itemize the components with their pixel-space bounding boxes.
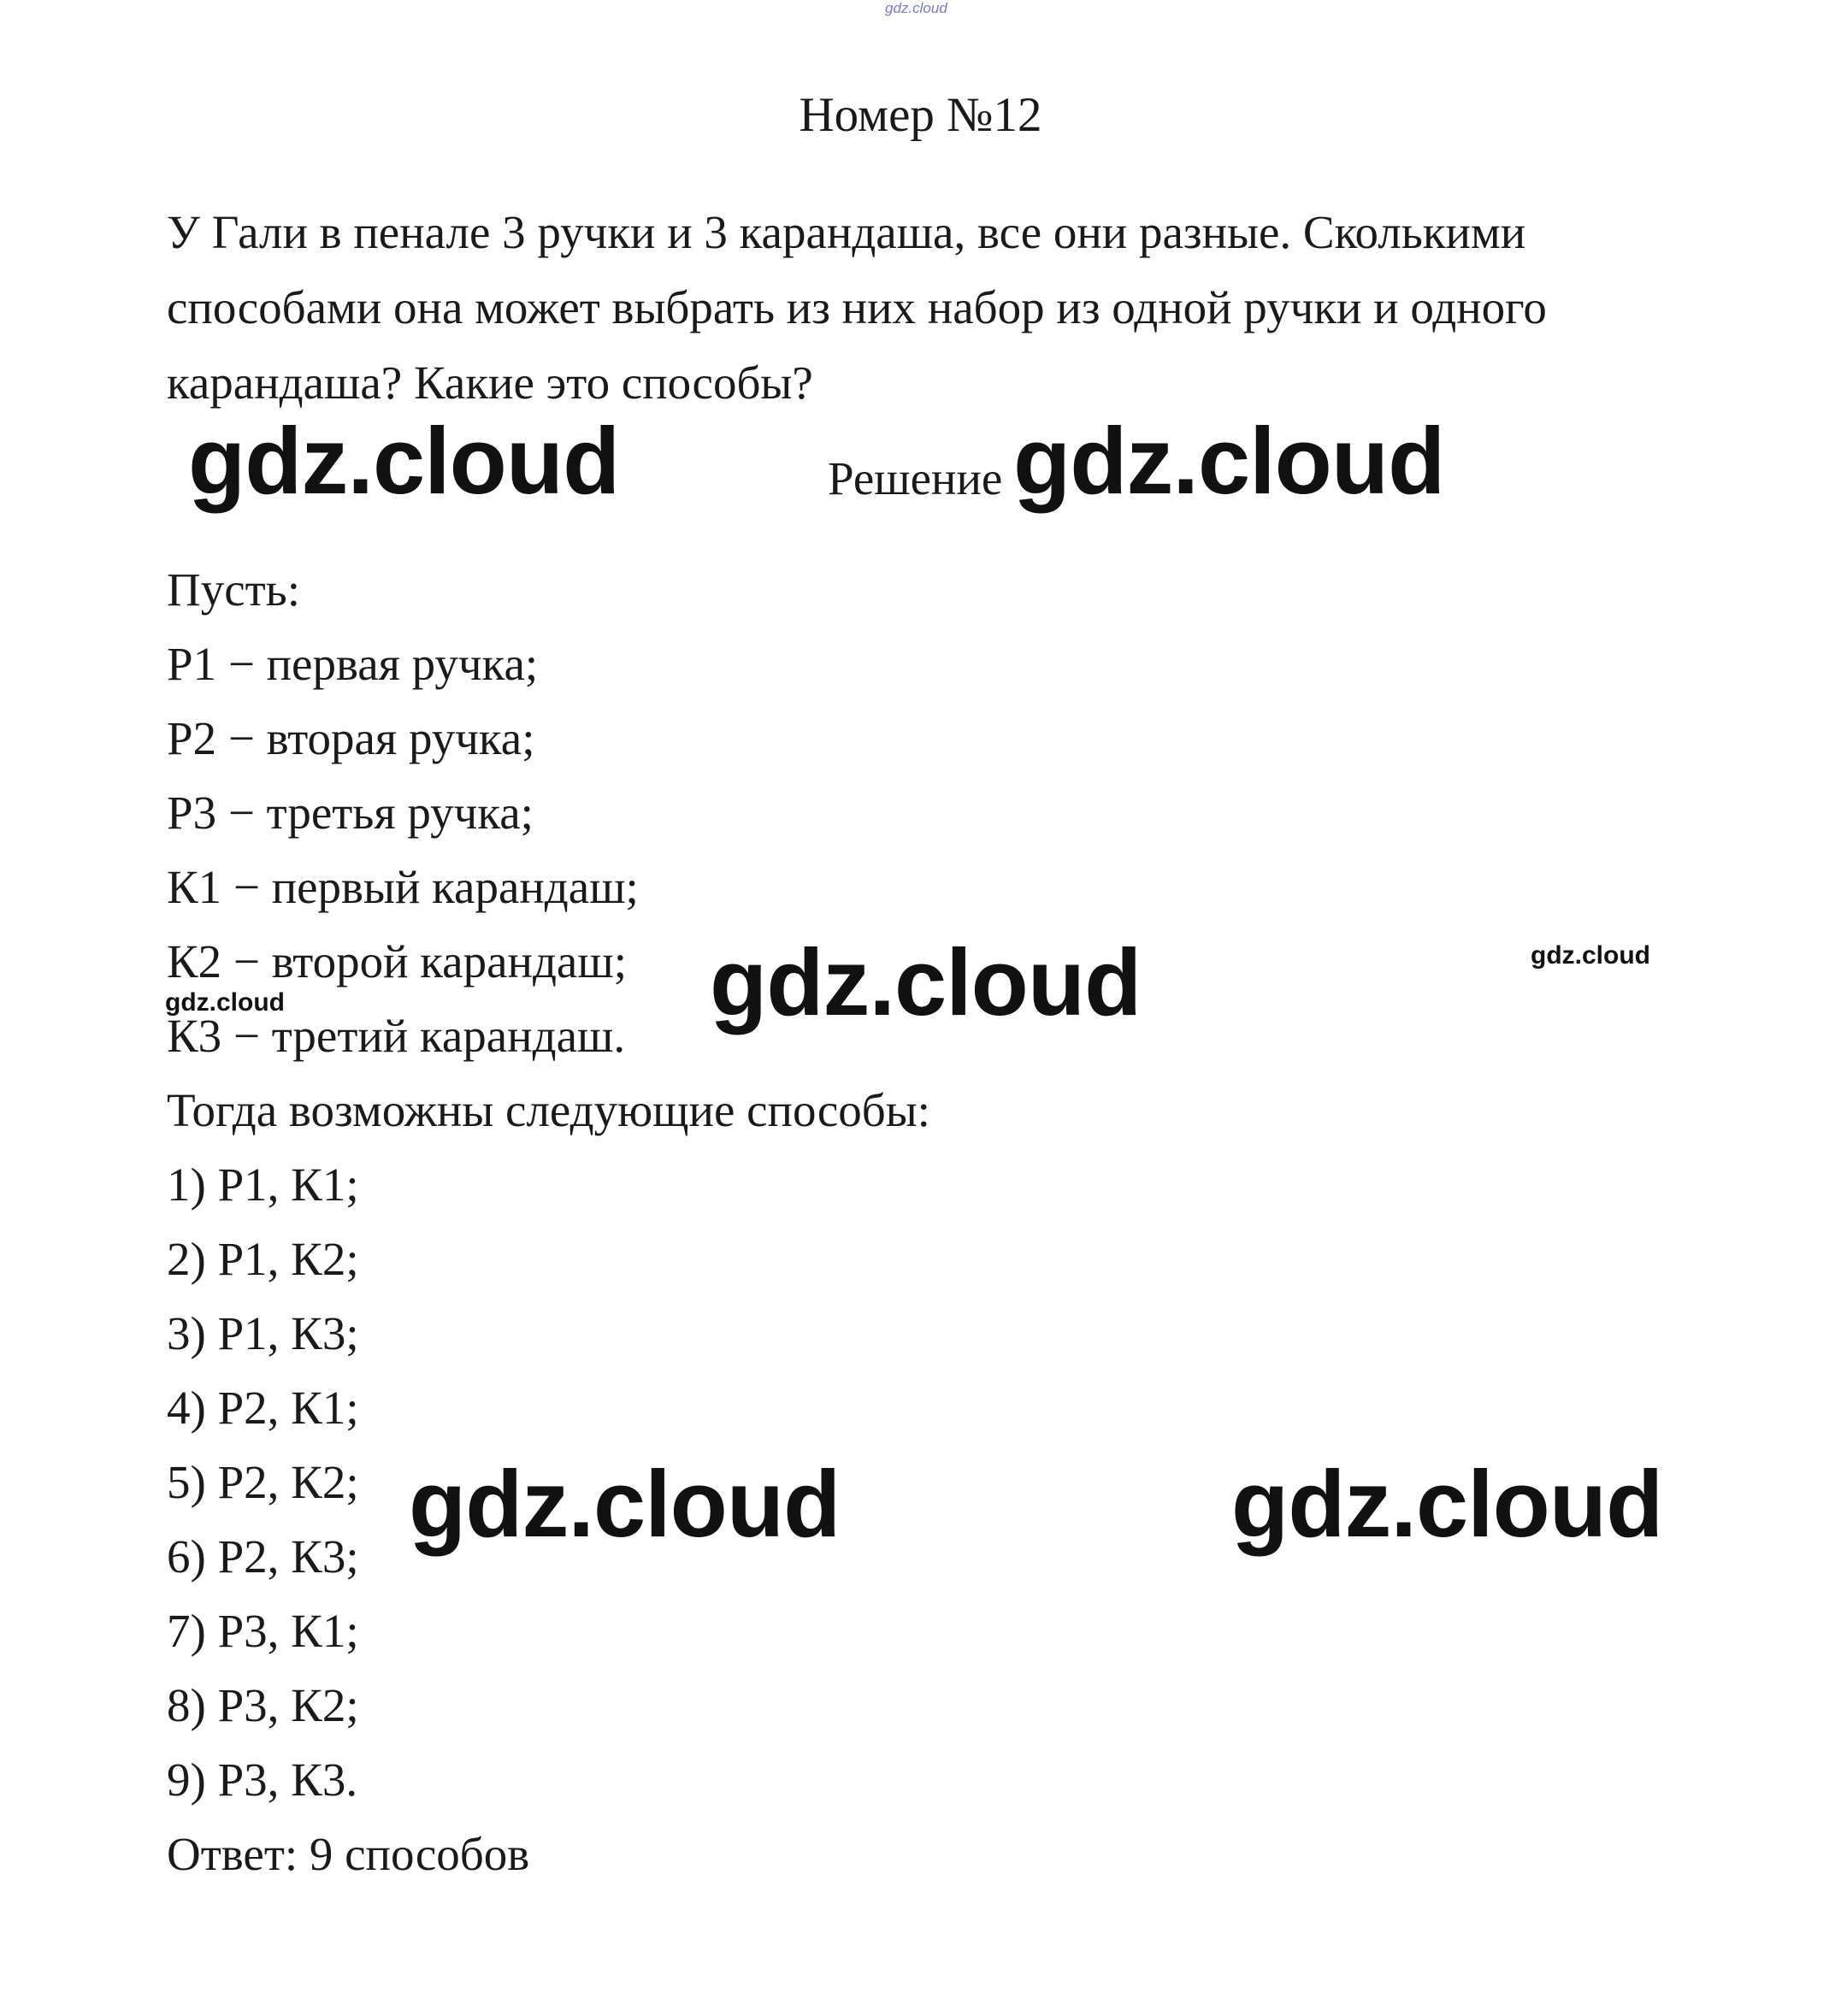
solution-line: Тогда возможны следующие способы:: [167, 1084, 930, 1136]
problem-statement: У Гали в пенале 3 ручки и 3 карандаша, все они разные. Сколькими способами она может выбрать из них набор из одной ручки и одного карандаша? Какие это способы?: [167, 206, 1547, 409]
watermark: gdz.cloud: [710, 930, 1142, 1035]
solution-line: Пусть:: [167, 563, 301, 616]
solution-line: 6) Р2, К3;: [167, 1530, 359, 1583]
solution-line: 5) Р2, К2;: [167, 1456, 359, 1508]
solution-line: 9) Р3, К3.: [167, 1754, 358, 1806]
solution-line: 4) Р2, К1;: [167, 1382, 359, 1434]
solution-line: К1 − первый карандаш;: [167, 861, 639, 913]
watermark: gdz.cloud: [409, 1452, 841, 1557]
solution-heading: Решение: [828, 452, 1003, 504]
page-title: Номер №12: [799, 88, 1042, 142]
solution-line: Р3 − третья ручка;: [167, 787, 534, 839]
solution-line: К2 − второй карандаш;: [167, 935, 627, 987]
solution-lines: [167, 560, 930, 1899]
answer-line: Ответ: 9 способов: [167, 1828, 530, 1880]
solution-line: Р1 − первая ручка;: [167, 638, 539, 690]
solution-line: К3 − третий карандаш.: [167, 1010, 626, 1062]
solution-line: 2) Р1, К2;: [167, 1233, 359, 1285]
solution-line: Р2 − вторая ручка;: [167, 712, 535, 764]
solution-line: 1) Р1, К1;: [167, 1158, 359, 1211]
top-watermark: gdz.cloud: [885, 0, 947, 16]
solution-line: 7) Р3, К1;: [167, 1605, 359, 1657]
watermark: gdz.cloud: [1013, 409, 1445, 514]
watermark: gdz.cloud: [188, 409, 620, 514]
solution-line: 8) Р3, К2;: [167, 1679, 359, 1731]
solution-line: 3) Р1, К3;: [167, 1307, 359, 1359]
watermark-small: gdz.cloud: [1531, 941, 1650, 970]
watermark-small: gdz.cloud: [165, 988, 285, 1017]
watermark: gdz.cloud: [1231, 1452, 1663, 1557]
